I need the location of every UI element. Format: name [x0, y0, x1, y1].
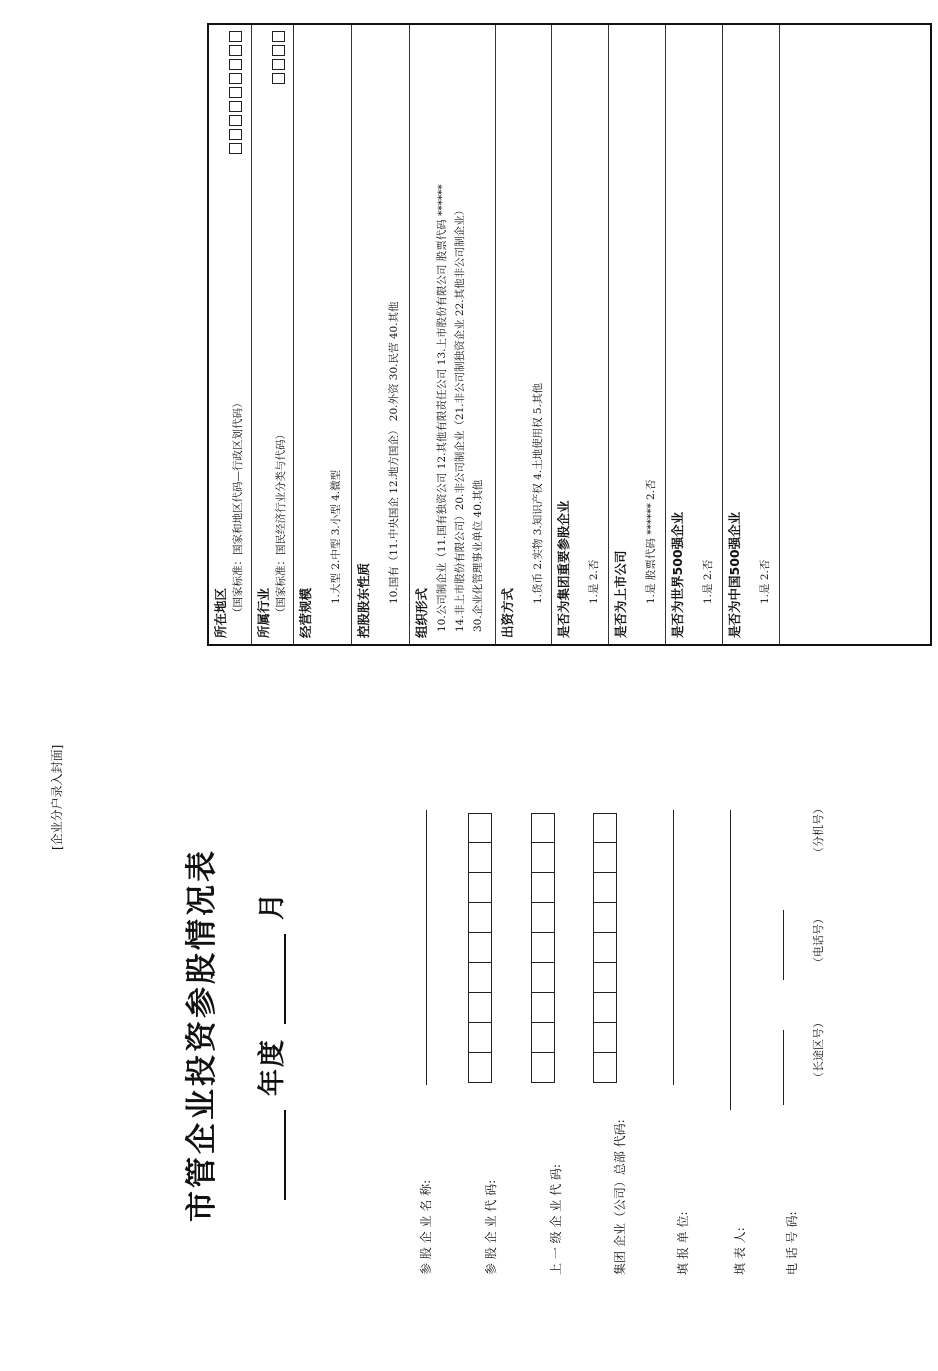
row-industry [252, 25, 294, 644]
listed-options[interactable]: 1.是 股票代码 ****** 2.否 [645, 479, 657, 604]
cover-period [250, 891, 289, 1200]
month-blank[interactable] [254, 934, 286, 1024]
scale-title: 经营规模 [298, 587, 313, 638]
industry-note: （国家标准：国民经济行业分类与代码） [274, 429, 287, 618]
field-label-phone: 电 话 号 码: [785, 1211, 799, 1275]
org-line-1[interactable]: 10.公司制企业（11.国有独资公司 12.其他有限责任公司 13.上市股份有限公司 股票代码 ****** [436, 184, 448, 632]
year-blank[interactable] [254, 1110, 286, 1200]
form-rotated-2 [778, 23, 932, 646]
field-label-parent-code: 上 一 级 企 业 代 码: [549, 1164, 563, 1275]
year-label: 年度 [257, 1038, 288, 1096]
industry-code-boxes[interactable] [272, 31, 288, 87]
row-listed [609, 25, 666, 644]
field-label-code: 参 股 企 业 代 码: [484, 1179, 498, 1275]
parent-code-boxes[interactable] [531, 813, 555, 1083]
field-line-unit[interactable] [673, 810, 674, 1085]
scale-options[interactable]: 1.大型 2.中型 3.小型 4.微型 [330, 469, 342, 604]
cover-entry-note: [企业分户录入封面] [50, 744, 64, 850]
invest-options[interactable]: 1.货币 2.实物 3.知识产权 4.土地使用权 5.其他 [532, 383, 544, 604]
group-key-options[interactable]: 1.是 2.否 [588, 559, 600, 604]
row-group-key [552, 25, 609, 644]
listed-title: 是否为上市公司 [613, 550, 628, 638]
row-invest [496, 25, 552, 644]
location-note: （国家标准：国家和地区代码—行政区划代码） [231, 397, 244, 618]
cover-title: 市管企业投资参股情况表 [184, 848, 220, 1222]
phone-number-caption: （电话号） [812, 913, 825, 968]
industry-title: 所属行业 [256, 587, 271, 638]
row-location [209, 25, 252, 644]
row-org [410, 25, 496, 644]
row-scale [294, 25, 352, 644]
phone-ext-caption: （分机号） [812, 803, 825, 858]
row-holder [352, 25, 410, 644]
china500-options[interactable]: 1.是 2.否 [759, 559, 771, 604]
holder-options[interactable]: 10.国有（11.中央国企 12.地方国企） 20.外资 30.民营 40.其他 [388, 301, 400, 604]
phone-area-line[interactable] [783, 1030, 784, 1105]
month-label: 月 [257, 891, 288, 920]
field-label-unit: 填 报 单 位: [676, 1211, 690, 1275]
phone-number-line[interactable] [783, 910, 784, 980]
org-line-2[interactable]: 14.非上市股份有限公司）20.非公司制企业（21.非公司制独资企业 22.其他非公司制企业） [454, 204, 466, 632]
invest-title: 出资方式 [500, 587, 515, 638]
location-code-boxes[interactable] [229, 31, 245, 157]
row-world500 [666, 25, 723, 644]
group-code-boxes[interactable] [593, 813, 617, 1083]
field-line-filler[interactable] [730, 810, 731, 1110]
org-line-3[interactable]: 30.企业化管理事业单位 40.其他 [472, 479, 484, 632]
field-label-group-code: 集团 企业（公司）总部 代码: [613, 1119, 627, 1275]
location-title: 所在地区 [213, 587, 228, 638]
group-key-title: 是否为集团重要参股企业 [556, 500, 571, 638]
code-boxes[interactable] [468, 813, 492, 1083]
row-china500 [723, 25, 780, 644]
holder-title: 控股股东性质 [356, 562, 371, 638]
world500-options[interactable]: 1.是 2.否 [702, 559, 714, 604]
field-line-name[interactable] [426, 810, 427, 1085]
form-table [207, 646, 830, 647]
china500-title: 是否为中国500强企业 [727, 511, 742, 638]
field-label-name: 参 股 企 业 名 称: [419, 1179, 433, 1275]
org-title: 组织形式 [414, 587, 429, 638]
field-label-filler: 填 表 人: [733, 1227, 747, 1275]
world500-title: 是否为世界500强企业 [670, 511, 685, 638]
phone-area-caption: （长途区号） [812, 1017, 825, 1083]
